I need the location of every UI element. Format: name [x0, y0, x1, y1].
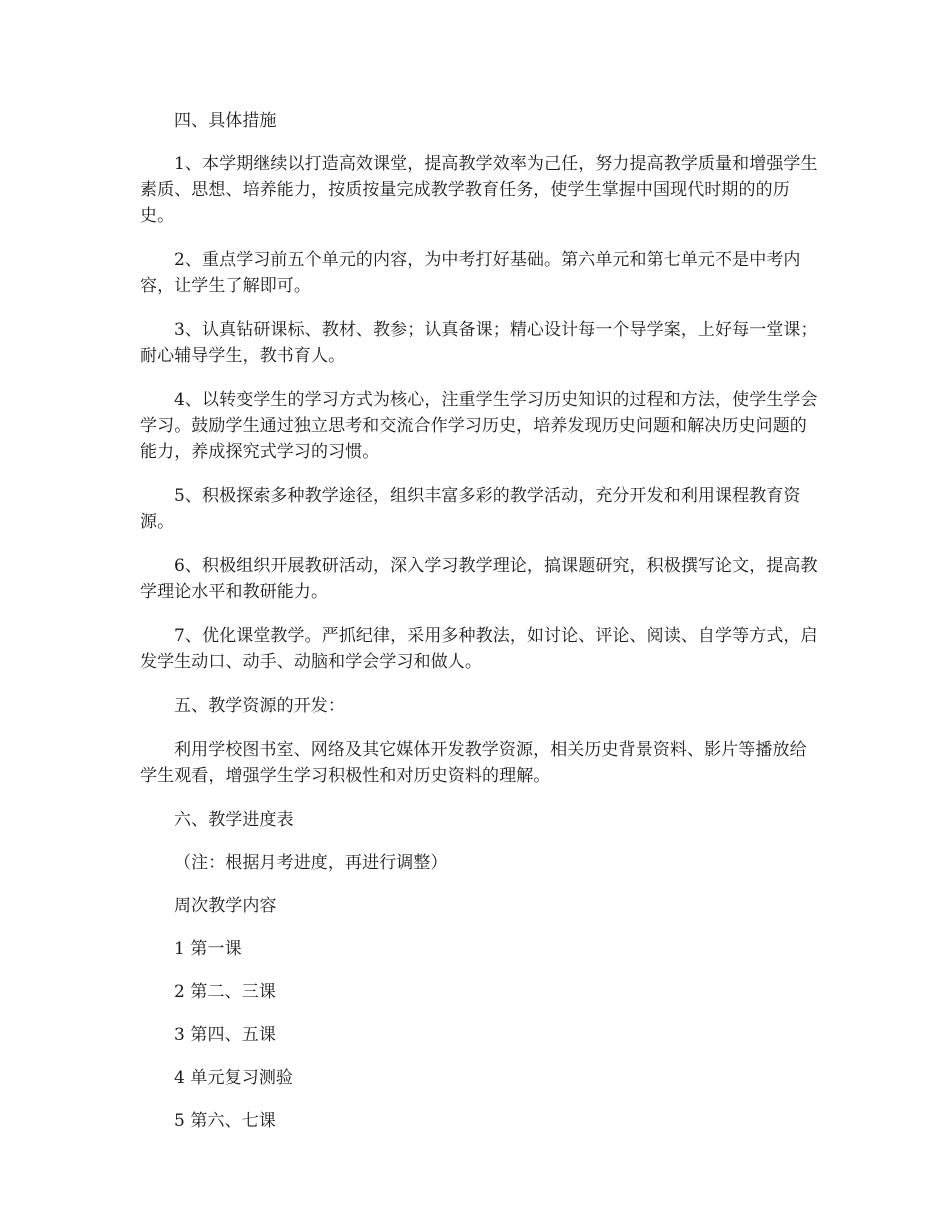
measure-item-2: 2、重点学习前五个单元的内容，为中考打好基础。第六单元和第七单元不是中考内容，让学生了解即可。 [140, 250, 801, 296]
resources-paragraph: 利用学校图书室、网络及其它媒体开发教学资源，相关历史背景资料、影片等播放给学生观看，增强学生学习积极性和对历史资料的理解。 [140, 740, 807, 786]
measure-item-3: 3、认真钻研课标、教材、教参；认真备课；精心设计每一个导学案，上好每一堂课；耐心辅导学生，教书育人。 [140, 320, 818, 366]
schedule-row: 5 第六、七课 [174, 1111, 276, 1131]
document-body [140, 108, 820, 1134]
schedule-note: （注：根据月考进度，再进行调整） [174, 853, 448, 873]
measure-item-1: 1、本学期继续以打造高效课堂，提高教学效率为己任，努力提高教学质量和增强学生素质、思想、培养能力，按质按量完成教学教育任务，使学生掌握中国现代时期的的历史。 [140, 154, 818, 226]
schedule-header: 周次教学内容 [174, 896, 277, 916]
measure-item-5: 5、积极探索多种教学途径，组织丰富多彩的教学活动，充分开发和利用课程教育资源。 [140, 486, 801, 532]
section-heading-measures: 四、具体措施 [174, 111, 277, 131]
schedule-row: 1 第一课 [174, 939, 242, 959]
section-heading-resources: 五、教学资源的开发： [174, 696, 345, 716]
schedule-row: 3 第四、五课 [174, 1025, 276, 1045]
section-heading-schedule: 六、教学进度表 [174, 810, 294, 830]
schedule-row: 2 第二、三课 [174, 982, 276, 1002]
schedule-row: 4 单元复习测验 [174, 1068, 294, 1088]
measure-item-6: 6、积极组织开展教研活动，深入学习教学理论，搞课题研究，积极撰写论文，提高教学理论水平和教研能力。 [140, 556, 818, 602]
measure-item-7: 7、优化课堂教学。严抓纪律，采用多种教法，如讨论、评论、阅读、自学等方式，启发学生动口、动手、动脑和学会学习和做人。 [140, 626, 818, 672]
measure-item-4: 4、以转变学生的学习方式为核心，注重学生学习历史知识的过程和方法，使学生学会学习。鼓励学生通过独立思考和交流合作学习历史，培养发现历史问题和解决历史问题的能力，养成探究式学习的习惯。 [140, 390, 818, 462]
